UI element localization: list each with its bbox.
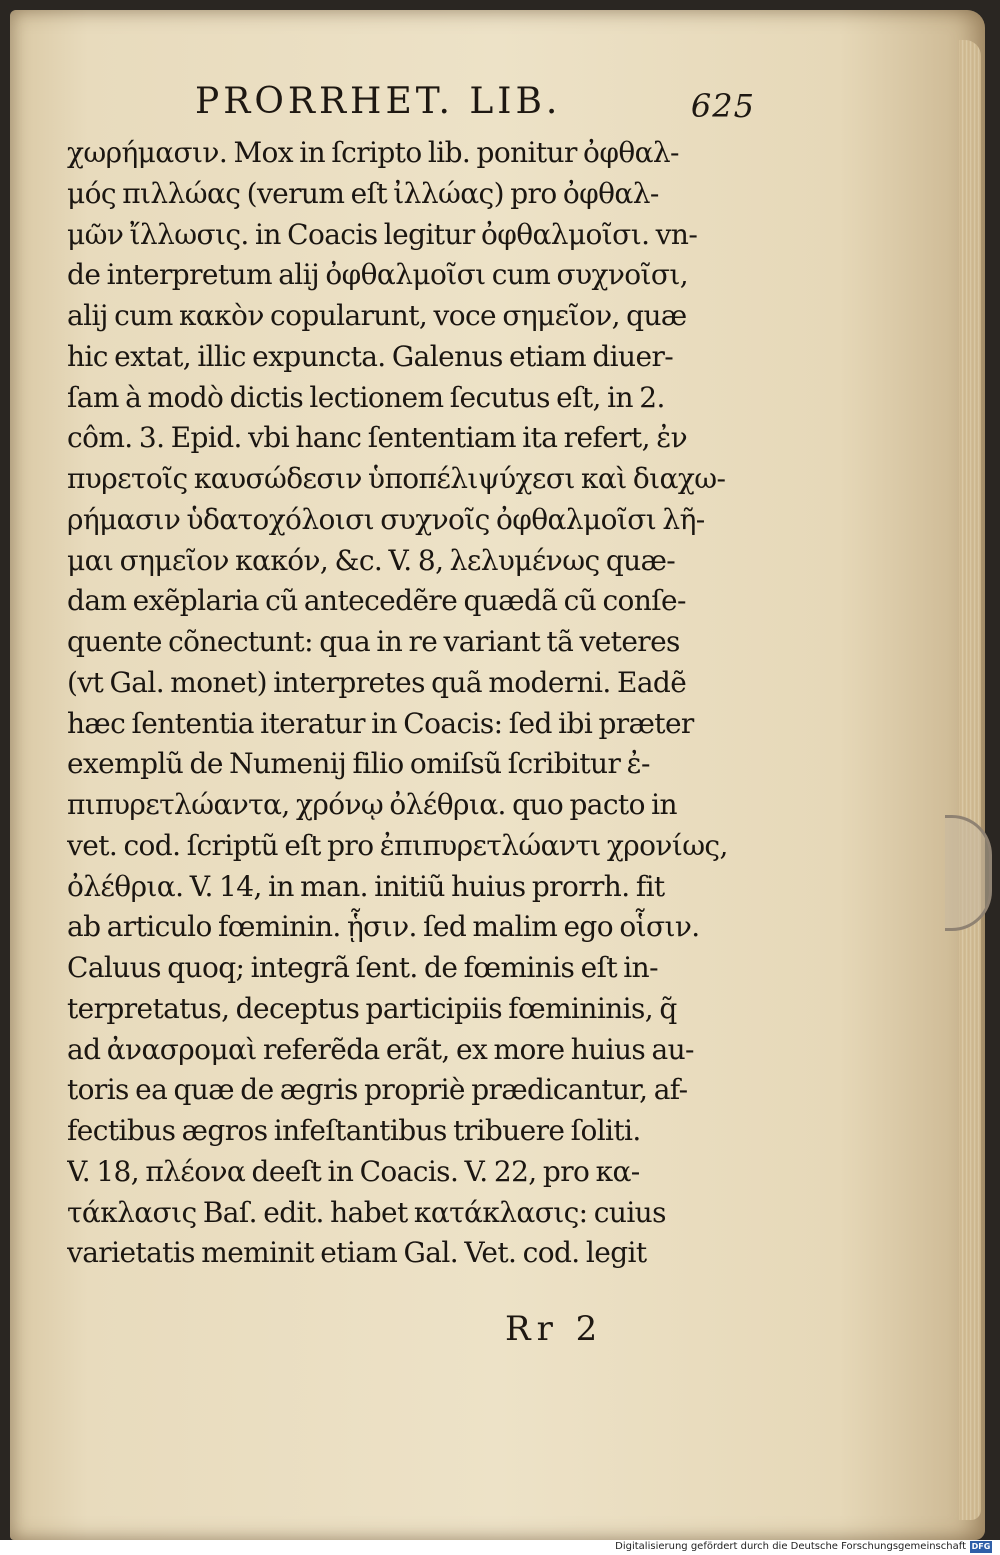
text-line: varietatis meminit etiam Gal. Vet. cod. legit	[67, 1236, 647, 1270]
text-line: ab articulo fœminin. ᾗσιν. ſed malim ego οἷσιν.	[67, 910, 700, 944]
text-line: χωρήμασιν. Mox in ſcripto lib. ponitur ὀφθαλ-	[67, 136, 679, 169]
page-clip-icon	[945, 815, 992, 931]
text-line: πιπυρετλώαντα, χρόνῳ ὀλέθρια. quo pacto in	[67, 788, 677, 821]
body-text	[67, 133, 735, 1274]
signature-mark: Rr 2	[505, 1309, 604, 1349]
text-line: alij cum κακὸν copularunt, voce σημεῖον, quæ	[67, 299, 687, 332]
text-line: de interpretum alij ὀφθαλμοῖσι cum συχνοῖσι,	[67, 258, 689, 292]
text-line: exemplũ de Numenij filio omiſsũ ſcribitur ἐ-	[67, 747, 650, 781]
text-line: hic extat, illic expuncta. Galenus etiam diuer-	[67, 339, 674, 373]
text-line: V. 18, πλέονα deeſt in Coacis. V. 22, pro κα-	[67, 1154, 640, 1188]
text-line: ſam à modò dictis lectionem ſecutus eſt, in 2.	[67, 380, 665, 414]
text-line: terpretatus, deceptus participiis fœmininis, q̃	[67, 991, 677, 1025]
text-line: dam exẽplaria cũ antecedẽre quædã cũ conſe-	[67, 584, 686, 618]
digitization-credit: Digitalisierung gefördert durch die Deutsche Forschungsgemeinschaft	[615, 1541, 966, 1552]
text-line: toris ea quæ de ægris propriè prædicantur, af-	[67, 1073, 688, 1107]
text-line: μῶν ἴλλωσις. in Coacis legitur ὀφθαλμοῖσι. vn-	[67, 217, 698, 251]
text-line: ὀλέθρια. V. 14, in man. initiũ huius prorrh. fit	[67, 869, 665, 903]
text-line: côm. 3. Epid. vbi hanc ſententiam ita refert, ἐν	[67, 421, 688, 455]
dfg-logo-icon: DFG	[971, 1542, 991, 1551]
text-line: hæc ſententia iteratur in Coacis: ſed ibi præter	[67, 706, 694, 740]
text-line: ad ἀνασρομαὶ referẽda erãt, ex more huius au-	[67, 1032, 694, 1066]
page-number: 625	[690, 87, 755, 125]
text-line: fectibus ægros infeſtantibus tribuere ſoliti.	[67, 1114, 641, 1147]
running-title: PRORRHET. LIB.	[195, 81, 562, 122]
text-line: Caluus quoq; integrã ſent. de fœminis eſt in-	[67, 951, 658, 984]
text-line: μός πιλλώας (verum eſt ἰλλώας) pro ὀφθαλ-	[67, 176, 659, 210]
text-line: (vt Gal. monet) interpretes quã moderni. Eadẽ	[67, 665, 687, 699]
text-line: quente cõnectunt: qua in re variant tã veteres	[67, 625, 680, 658]
text-line: ρήμασιν ὑδατοχόλοισι συχνοῖς ὀφθαλμοῖσι λῆ-	[67, 502, 705, 536]
text-line: πυρετοῖς καυσώδεσιν ὑποπέλιψύχεσι καὶ διαχω-	[67, 462, 726, 495]
text-line: vet. cod. ſcriptũ eſt pro ἐπιπυρετλώαντι χρονίως,	[67, 828, 728, 862]
text-line: τάκλασις Baſ. edit. habet κατάκλασις: cuius	[67, 1195, 666, 1229]
text-line: μαι σημεῖον κακόν, &c. V. 8, λελυμένως quæ-	[67, 543, 676, 577]
page-header	[195, 78, 755, 126]
page-fore-edge	[959, 40, 981, 1520]
